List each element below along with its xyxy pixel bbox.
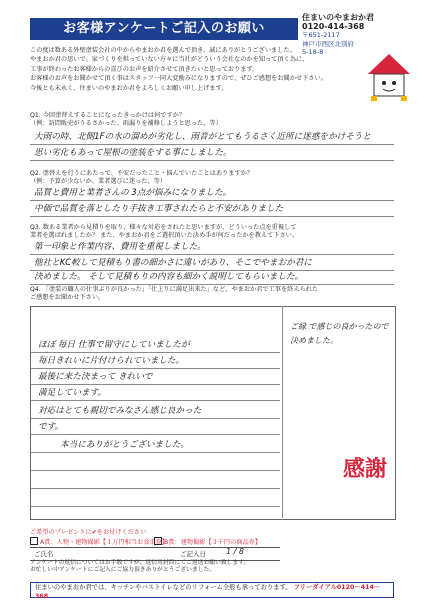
page-title: お客様アンケートご記入のお願い	[30, 18, 298, 40]
name-label: ご氏名	[34, 550, 54, 558]
answer-rule	[30, 452, 280, 453]
present-b-label: B賞：建物撮影【３千円の商品券】	[164, 539, 262, 546]
answer-rule	[30, 200, 394, 201]
present-a-label: A賞：人物・建物撮影【１万円相当お食事券】	[40, 539, 168, 546]
present-a-checkbox[interactable]	[30, 537, 38, 545]
footer-free-dial[interactable]: フリーダイアル0120－414－368	[35, 584, 381, 600]
notice-line: お忙しい中アンケートにご記入にご協力頂きありがとうございました。	[30, 567, 216, 573]
q4-answer-line: 最後に来た決まって きれいで	[38, 372, 153, 382]
q3-answer-line: 他社とKC較して見積もり書の細かさに違いがあり、そこでやまおか君に	[34, 258, 312, 268]
answer-rule	[30, 144, 394, 145]
answer-rule	[30, 488, 280, 489]
q4-column-divider	[282, 306, 283, 518]
q3-question-text: Q3. 数ある業者から見積りを取り、様々な対応をされたと思いますが、どういった点を重視して	[30, 224, 297, 231]
q3-answer-line: 第一印象と作業内容、費用を重視しました。	[34, 242, 206, 252]
q4-answer-line: ほぼ 毎日 仕事で留守にしていましたが	[38, 340, 190, 350]
q4-answer-line: 満足しています。	[38, 388, 107, 398]
answer-rule	[30, 400, 280, 401]
mascot-house-icon	[366, 52, 412, 102]
answer-rule	[30, 284, 394, 285]
q4-answer-line: 本当にありがとうございました。	[60, 440, 189, 450]
intro-line: お客様のお声をお聞かせて頂く事はスタッフ一同大変励みになりますので、ぜひご感想をお聞かせ下さい。	[30, 75, 327, 83]
name-date-row	[30, 547, 280, 561]
present-option-a[interactable]	[30, 537, 168, 546]
answer-rule	[30, 418, 280, 419]
date-value: 1 / 8	[226, 547, 244, 556]
q4-side-note: ご縁 で感じの良かったので	[290, 322, 389, 331]
company-address-street: 5-18-8	[302, 48, 324, 56]
q1-question	[30, 112, 222, 129]
q1-answer-line: 大雨の時、北側1Fの水の溜めが劣化し、雨音がとてもうるさく近所に迷惑をかけそうと	[34, 132, 371, 142]
q4-question-text: Q4. 「塗装の職人の仕事ぶりが良かった」「仕上りに満足出来た」など、やまおか君で工事を終えられた	[30, 286, 319, 293]
answer-rule	[30, 506, 280, 507]
answer-rule	[30, 368, 280, 369]
footer-line-1: 住まいのやまおか君では、キッチンやバストイレなどのリフォーム全般も承っております。	[35, 584, 292, 591]
present-b-checkbox[interactable]	[154, 537, 162, 545]
answer-rule	[30, 216, 394, 217]
q4-answer-line: 対応はとても親切でみなさん感じ良かった	[38, 406, 202, 416]
company-name: 住まいのやまおか君	[302, 13, 374, 22]
intro-line: 今後とも末永く、住まいのやまおか君をよろしくお願い申し上げます。	[30, 84, 228, 92]
q1-question-text: Q1. 今回塗替えすることになったきっかけは何ですか？	[30, 112, 186, 119]
q4-answer-line: です。	[38, 422, 64, 432]
q2-answer-line: 品質と費用と業者さんの 3点が悩みになりました。	[34, 188, 232, 198]
present-option-b[interactable]	[154, 537, 261, 546]
q4-answer-line: 毎日きれいに片付けられていました。	[38, 356, 185, 366]
date-label: ご記入日	[180, 550, 206, 558]
q2-question	[30, 170, 253, 187]
q2-answer-line: 中価で品質を落としたり手抜き工事されたらと不安がありました	[34, 204, 284, 214]
q4-side-note: 決めました。	[290, 336, 338, 345]
notice-line: アンケートの返信についてはお手数ですが、返信用封筒にてご返送お願い致します。	[30, 560, 250, 566]
q4-question-text-2: ご感想をお聞かせ下さい。	[30, 294, 105, 302]
intro-line: やまおか君の思いで、家づくりを担っていない方々に当社がどういう会社なのかを知って頂く為に、	[30, 56, 309, 64]
intro-text	[30, 46, 360, 93]
q4-question	[30, 286, 318, 303]
answer-rule	[30, 470, 280, 471]
intro-line: 工事が終わったお客様からの喜びのお声を紹介させて頂きたいと思っております。	[30, 65, 259, 73]
answer-rule	[30, 384, 280, 385]
q2-question-text: Q2. 塗替えを行うにあたって、不安だったこと・悩んでいたことはありますか？	[30, 170, 253, 177]
company-tel: 0120-414-368	[302, 21, 365, 31]
kansha-stamp: 感謝	[342, 457, 387, 482]
intro-line: この度は数ある外壁塗装会社の中からやまおか君を選んで頂き、誠にありがとうございました。	[30, 47, 296, 54]
q3-answer-line: 決めました。 そして見積もりの内容も細かく説明してもらいました。	[34, 272, 304, 282]
answer-rule	[30, 160, 394, 161]
q1-answer-line: 思い劣化もあって屋根の塗装をする事にしました。	[34, 148, 232, 158]
footer-banner	[30, 582, 394, 598]
present-title: ご希望のプレゼントに✔をお付けください	[30, 529, 147, 536]
q2-example: （例：予算が少ないか、業者選びに迷った、等）	[30, 178, 167, 186]
q1-example: （例：訪問販売がうるさかった、雨漏りを補修しようと思った、等）	[30, 120, 222, 128]
answer-rule	[30, 254, 394, 255]
q3-question	[30, 224, 298, 241]
return-notice	[30, 560, 290, 574]
q3-question-text-2: 業者を選ばれましたか？ また、やまおか君をご選択頂いた決め手が何だったかを教えて下さい。	[30, 232, 299, 240]
company-address-city: 神戸市西区北別府	[302, 39, 354, 48]
answer-rule	[30, 352, 280, 353]
answer-rule	[30, 434, 280, 435]
company-address-postal: 〒651-2117	[302, 31, 340, 39]
